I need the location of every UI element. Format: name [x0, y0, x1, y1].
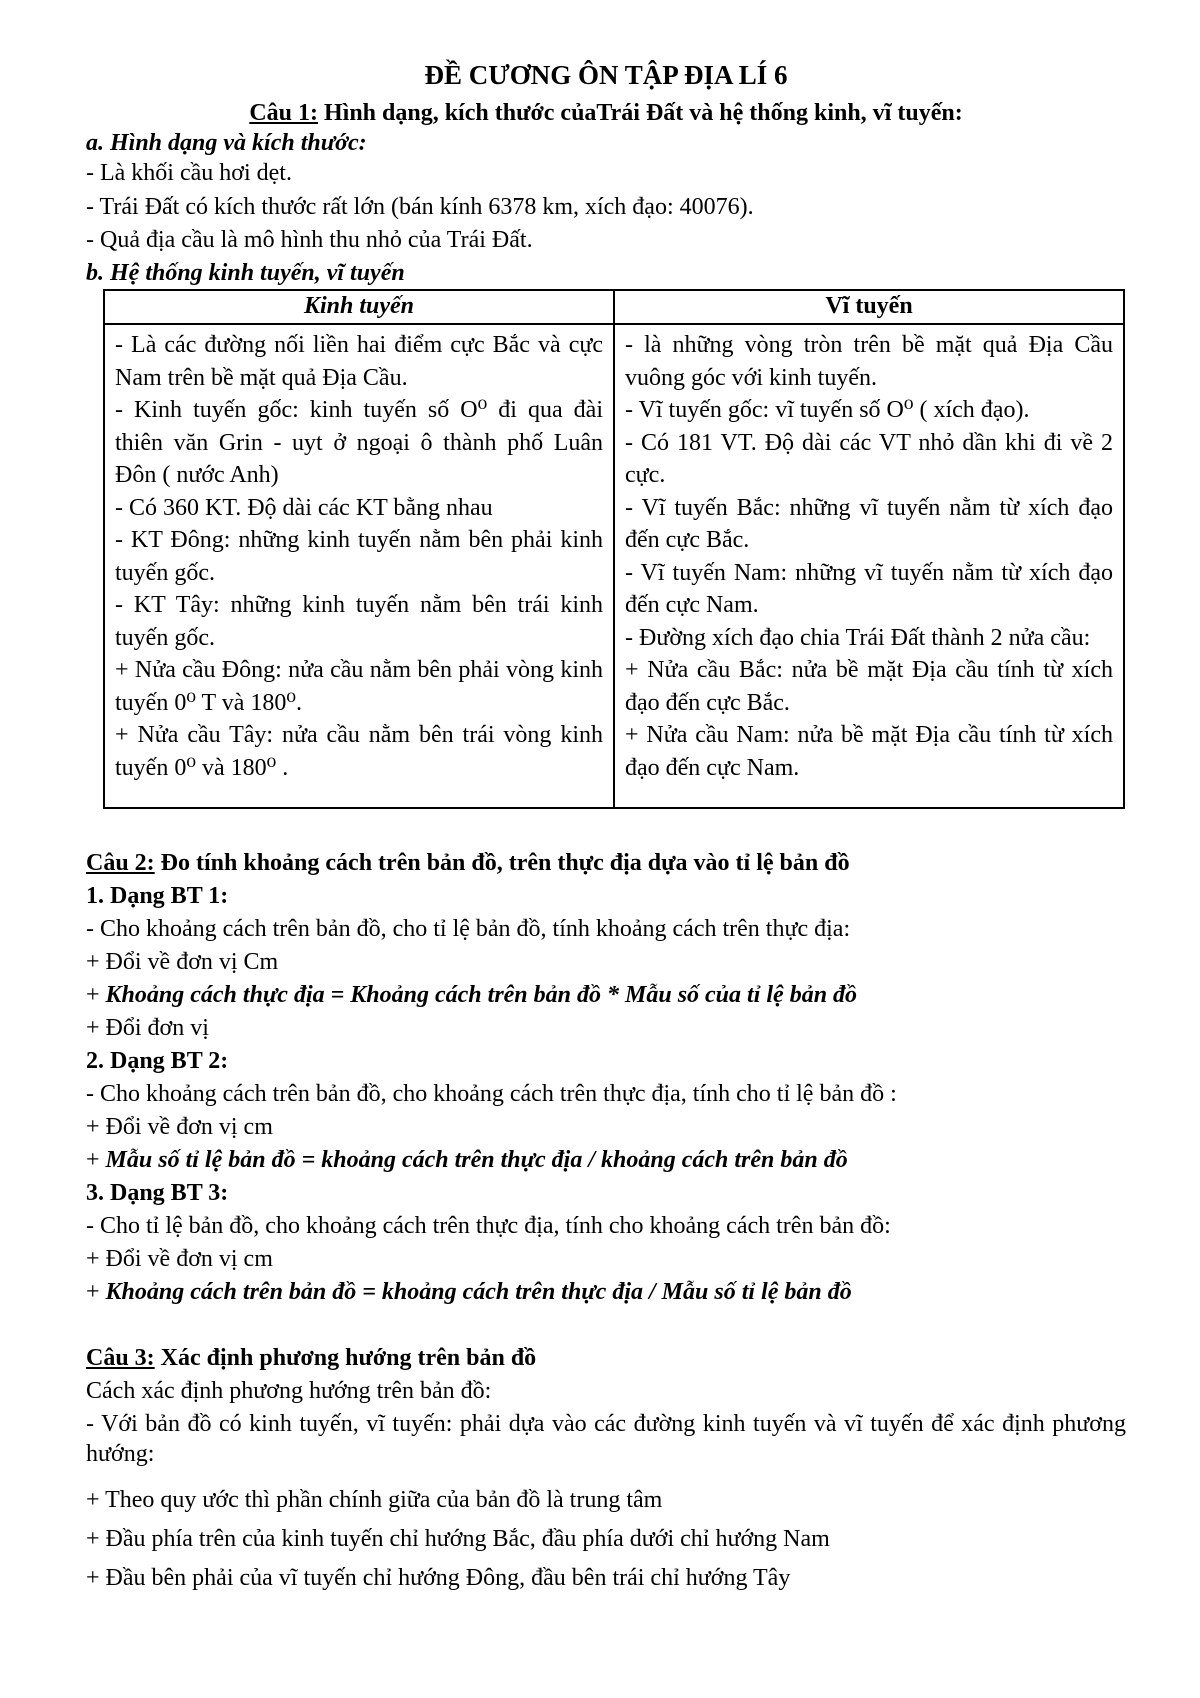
table-cell-line: - Vĩ tuyến gốc: vĩ tuyến số O⁰ ( xích đạo). — [625, 397, 1030, 423]
q2-heading-line — [86, 848, 850, 878]
q3-label: Câu 3: — [86, 1345, 155, 1371]
table-cell-line: + Nửa cầu Tây: nửa cầu nằm bên trái vòng kinh tuyến 0⁰ và 180⁰ . — [115, 722, 603, 781]
table-cell-kinh-tuyen — [104, 324, 614, 808]
q3-heading: Xác định phương hướng trên bản đồ — [154, 1345, 537, 1371]
q1-heading-line — [86, 98, 1126, 128]
q1-heading: Hình dạng, kích thước củaTrái Đất và hệ thống kinh, vĩ tuyến: — [317, 100, 963, 126]
q3-line: + Đầu bên phải của vĩ tuyến chỉ hướng Đông, đầu bên trái chỉ hướng Tây — [86, 1565, 791, 1591]
q2-bt2-formula-line — [86, 1145, 848, 1175]
formula-prefix: + — [86, 1279, 106, 1305]
formula-prefix: + — [86, 1147, 106, 1173]
q2-bt3-formula-line — [86, 1277, 852, 1307]
table-cell-line: - là những vòng tròn trên bề mặt quả Địa Cầu vuông góc với kinh tuyến. — [625, 332, 1113, 391]
q3-line: + Đầu phía trên của kinh tuyến chỉ hướng Bắc, đầu phía dưới chỉ hướng Nam — [86, 1526, 830, 1552]
q3-line: + Theo quy ước thì phần chính giữa của bản đồ là trung tâm — [86, 1487, 663, 1513]
table-cell-vi-tuyen — [614, 324, 1124, 808]
q1-a-line: - Quả địa cầu là mô hình thu nhỏ của Trái Đất. — [86, 227, 533, 253]
q2-bt2-line: - Cho khoảng cách trên bản đồ, cho khoảng cách trên thực địa, tính cho tỉ lệ bản đồ : — [86, 1081, 897, 1107]
q2-bt1-line: + Đổi về đơn vị Cm — [86, 949, 279, 975]
table-cell-line: - Vĩ tuyến Bắc: những vĩ tuyến nằm từ xích đạo đến cực Bắc. — [625, 494, 1113, 553]
formula-prefix: + — [86, 982, 106, 1008]
meridian-parallel-table — [103, 289, 1125, 809]
q1-a-heading: a. Hình dạng và kích thước: — [86, 130, 367, 156]
table-cell-line: + Nửa cầu Bắc: nửa bề mặt Địa cầu tính từ xích đạo đến cực Bắc. — [625, 657, 1113, 716]
table-cell-line: + Nửa cầu Nam: nửa bề mặt Địa cầu tính từ xích đạo đến cực Nam. — [625, 722, 1113, 781]
q2-bt3-line: - Cho tỉ lệ bản đồ, cho khoảng cách trên thực địa, tính cho khoảng cách trên bản đồ: — [86, 1213, 891, 1239]
q2-bt1-formula-line — [86, 980, 857, 1010]
q2-heading: Đo tính khoảng cách trên bản đồ, trên thực địa dựa vào tỉ lệ bản đồ — [154, 850, 850, 876]
q1-label: Câu 1: — [249, 100, 318, 126]
table-cell-line: - KT Tây: những kinh tuyến nằm bên trái kinh tuyến gốc. — [115, 592, 603, 651]
q3-paragraph: - Với bản đồ có kinh tuyến, vĩ tuyến: phải dựa vào các đường kinh tuyến và vĩ tuyến để xác định phương hướng: — [86, 1411, 1126, 1467]
table-header-kinh-tuyen: Kinh tuyến — [104, 290, 614, 324]
q3-heading-line — [86, 1343, 536, 1373]
q2-bt3-line: + Đổi về đơn vị cm — [86, 1246, 273, 1272]
table-cell-line: - Có 181 VT. Độ dài các VT nhỏ dần khi đi về 2 cực. — [625, 429, 1113, 488]
table-cell-line: - Vĩ tuyến Nam: những vĩ tuyến nằm từ xích đạo đến cực Nam. — [625, 559, 1113, 618]
q2-bt1-line: - Cho khoảng cách trên bản đồ, cho tỉ lệ bản đồ, tính khoảng cách trên thực địa: — [86, 916, 851, 942]
table-cell-line: - Đường xích đạo chia Trái Đất thành 2 nửa cầu: — [625, 624, 1091, 651]
table-cell-line: + Nửa cầu Đông: nửa cầu nằm bên phải vòng kinh tuyến 0⁰ T và 180⁰. — [115, 657, 603, 716]
q2-bt2-line: + Đổi về đơn vị cm — [86, 1114, 273, 1140]
q2-bt2-formula: Mẫu số tỉ lệ bản đồ = khoảng cách trên thực địa / khoảng cách trên bản đồ — [105, 1147, 848, 1173]
q2-bt1-heading: 1. Dạng BT 1: — [86, 883, 229, 909]
q2-bt3-formula: Khoảng cách trên bản đồ = khoảng cách trên thực địa / Mẫu số tỉ lệ bản đồ — [105, 1279, 852, 1305]
table-cell-line: - KT Đông: những kinh tuyến nằm bên phải kinh tuyến gốc. — [115, 527, 603, 586]
q2-bt1-formula: Khoảng cách thực địa = Khoảng cách trên bản đồ * Mẫu số của tỉ lệ bản đồ — [105, 982, 858, 1008]
table-cell-line: - Có 360 KT. Độ dài các KT bằng nhau — [115, 494, 493, 521]
table-cell-line: - Là các đường nối liền hai điểm cực Bắc và cực Nam trên bề mặt quả Địa Cầu. — [115, 332, 603, 391]
q2-bt1-after: + Đổi đơn vị — [86, 1015, 209, 1041]
q1-a-line: - Trái Đất có kích thước rất lớn (bán kính 6378 km, xích đạo: 40076). — [86, 194, 754, 220]
q2-bt2-heading: 2. Dạng BT 2: — [86, 1048, 229, 1074]
table-header-vi-tuyen: Vĩ tuyến — [614, 290, 1124, 324]
q2-label: Câu 2: — [86, 850, 155, 876]
q2-bt3-heading: 3. Dạng BT 3: — [86, 1180, 229, 1206]
document-title: ĐỀ CƯƠNG ÔN TẬP ĐỊA LÍ 6 — [424, 60, 788, 90]
q1-a-line: - Là khối cầu hơi dẹt. — [86, 160, 292, 186]
q3-intro: Cách xác định phương hướng trên bản đồ: — [86, 1378, 492, 1404]
table-cell-line: - Kinh tuyến gốc: kinh tuyến số O⁰ đi qua đài thiên văn Grin - uyt ở ngoại ô thành phố Luân Đôn ( nước Anh) — [115, 397, 603, 488]
q1-b-heading: b. Hệ thống kinh tuyến, vĩ tuyến — [86, 260, 405, 286]
